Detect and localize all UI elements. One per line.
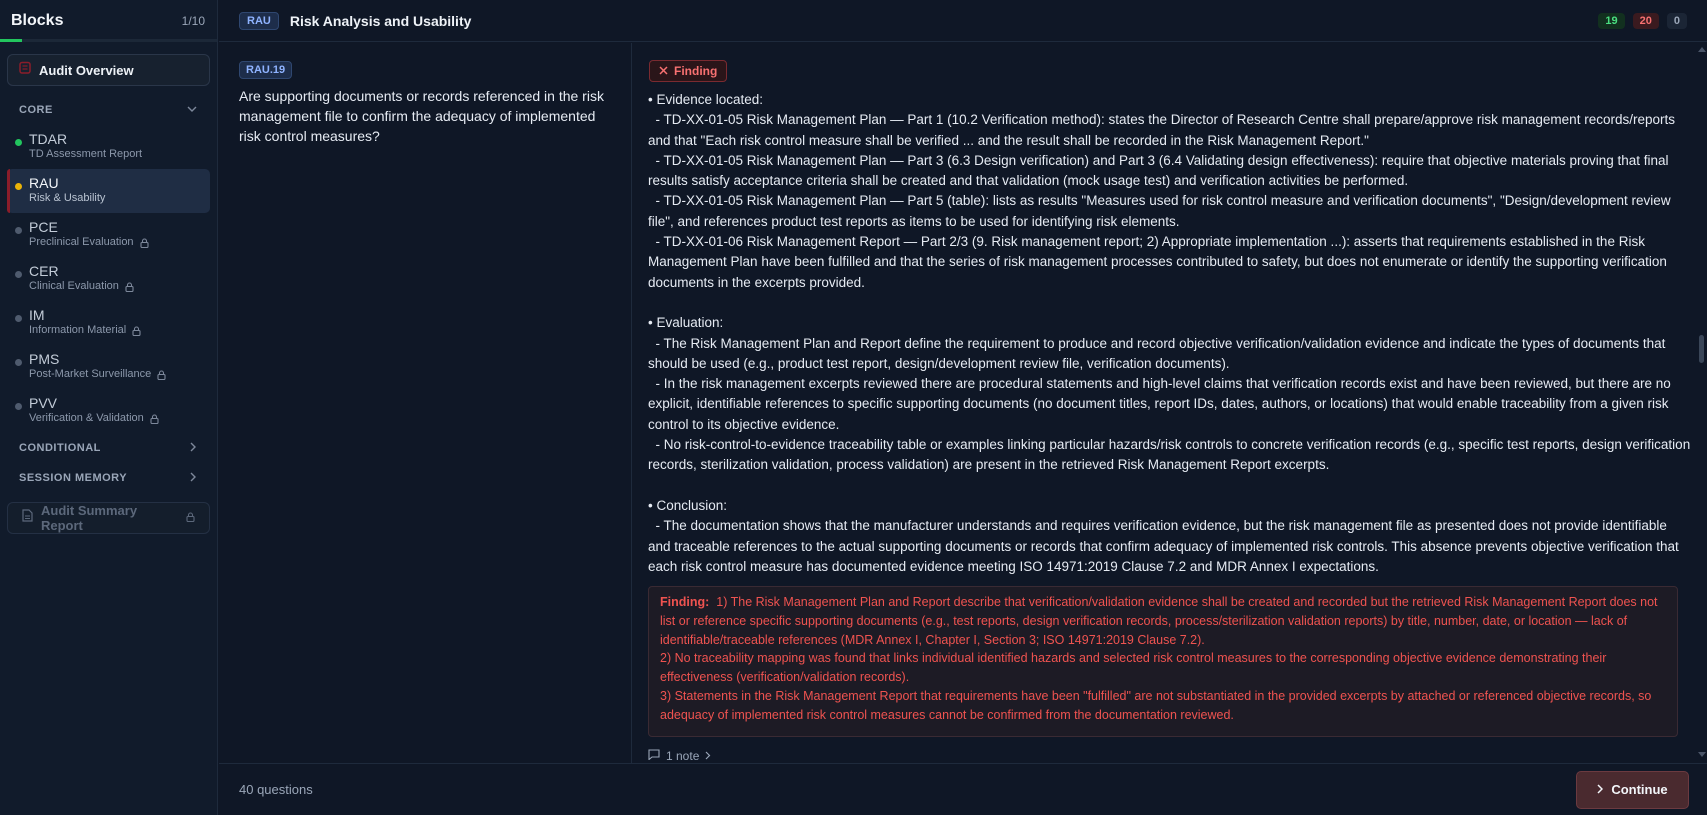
comment-icon (648, 749, 660, 763)
sidebar-item-im[interactable] (7, 301, 210, 345)
sidebar-item-pvv[interactable] (7, 389, 210, 433)
footer-bar (219, 763, 1707, 815)
close-icon (659, 64, 668, 78)
sidebar-item-subtitle: Preclinical Evaluation (29, 236, 134, 248)
status-pending-dot (15, 271, 22, 278)
status-pending-dot (15, 359, 22, 366)
lock-icon (186, 509, 195, 527)
sidebar-item-tdar[interactable] (7, 125, 210, 169)
sidebar-item-subtitle: Clinical Evaluation (29, 280, 119, 292)
sidebar-item-code: CER (29, 263, 59, 279)
finding-item-2: 2) No traceability mapping was found that links individual identified hazards and selected risk control measures to the corresponding objective evidence demonstrating their effectiveness (verification/validation records). (660, 651, 1607, 685)
answer-pane (633, 43, 1695, 763)
status-pending-dot (15, 227, 22, 234)
chevron-right-icon (705, 749, 711, 763)
sidebar-item-code: PCE (29, 219, 58, 235)
notes-link[interactable] (648, 749, 711, 763)
sidebar (0, 0, 218, 815)
audit-summary-report-label: Audit Summary Report (41, 503, 138, 533)
lock-icon (140, 238, 149, 248)
notes-link-label: 1 note (666, 749, 700, 763)
sidebar-item-subtitle: Verification & Validation (29, 412, 144, 424)
sidebar-item-subtitle: TD Assessment Report (29, 148, 143, 160)
sidebar-header (0, 0, 217, 42)
status-pending-dot (15, 403, 22, 410)
continue-button-label: Continue (1611, 782, 1668, 797)
section-core-toggle[interactable] (0, 95, 217, 125)
audit-overview-icon (19, 61, 31, 79)
sidebar-item-code: RAU (29, 175, 59, 191)
finding-count-badge: 20 (1633, 13, 1659, 29)
audit-summary-report-button[interactable] (7, 502, 210, 534)
chevron-right-icon (1597, 782, 1603, 797)
page-title: Risk Analysis and Usability (289, 12, 472, 29)
finding-summary-label: Finding: (660, 595, 710, 609)
sidebar-item-pce[interactable] (7, 213, 210, 257)
chevron-down-icon (187, 104, 197, 116)
document-icon (22, 509, 33, 527)
blocks-progress-fill (0, 39, 22, 42)
sidebar-item-rau[interactable] (7, 169, 210, 213)
status-in-progress-dot (15, 183, 22, 190)
sidebar-title: Blocks (11, 12, 64, 29)
sidebar-item-subtitle: Risk & Usability (29, 192, 106, 204)
section-core-label: CORE (19, 104, 53, 116)
sidebar-item-code: PVV (29, 395, 58, 411)
sidebar-item-code: IM (29, 307, 45, 323)
section-session-memory-toggle[interactable] (0, 463, 217, 493)
chevron-right-icon (190, 472, 197, 485)
finding-item-3: 3) Statements in the Risk Management Report that requirements have been "fulfilled" are not substantiated in the provided excerpts by attached or referenced objective records, so adequacy of implemented risk control measures cannot be confirmed from the documentation reviewed. (660, 688, 1652, 722)
result-counts (1598, 13, 1687, 29)
sidebar-item-code: TDAR (29, 131, 68, 147)
chevron-right-icon (190, 442, 197, 455)
lock-icon (132, 326, 141, 336)
answer-body: • Evidence located: - TD-XX-01-05 Risk Management Plan — Part 1 (10.2 Verification method): states the Director of Research Centre shall prepare/approve risk management records/reports and that "Each risk control measure shall be verified ... and the result shall be recorded in the Risk Management Report." - TD-XX-01-05 Risk Management Plan — Part 3 (6.3 Design verification) and Part 3 (6.4 Validating design effectiveness): require that objective materials proving that final results satisfy acceptance criteria shall be created and that validation (mock usage test) and verification activities be performed. - TD-XX-01-05 Risk Management Plan — Part 5 (table): lists as results "Measures used for risk control measure and verification documents", "Design/development review file", and references product test reports as items to be used for identifying risk elements. - TD-XX-01-06 Risk Management Report — Part 2/3 (9. Risk management report; 2) Appropriate implementation ...): asserts that requirements established in the Risk Management Plan have been fulfilled and that the series of risk management processes contributed to safety, but does not enumerate or identify the supporting verification documents in the excerpts provided. • Evaluation: - The Risk Management Plan and Report define the requirement to produce and record objective verification/validation evidence and indicate the types of documents that should be used (e.g., product test report, design/development review file, verification documents). - In the risk management excerpts reviewed there are procedural statements and high-level claims that verification records exist and have been reviewed, but there are no explicit, identifiable references to specific supporting documents (no document titles, report IDs, dates, authors, or locations) that would enable traceability from a given risk control to its objective evidence. - No risk-control-to-evidence traceability table or examples linking particular hazards/risk controls to concrete verification records (e.g., specific test reports, design verification records, sterilization validation, process validation) are present in the retrieved Risk Management Report excerpts. • Conclusion: - The documentation shows that the manufacturer understands and requires verification evidence, but the risk management file as presented does not provide identifiable and traceable references to the actual supporting documents or records that confirm adequacy of implemented risk controls. This absence prevents objective verification that each risk control measure has documented evidence meeting ISO 14971:2019 Clause 7.2 and MDR Annex I expectations. (648, 92, 1691, 574)
finding-status-badge (649, 60, 727, 82)
answer-text (648, 90, 1693, 577)
status-pending-dot (15, 315, 22, 322)
lock-icon (125, 282, 134, 292)
blocks-progress-bar (0, 39, 217, 42)
section-conditional-toggle[interactable] (0, 433, 217, 463)
unanswered-count-badge: 0 (1667, 13, 1687, 29)
blocks-progress-count: 1/10 (181, 14, 205, 28)
scroll-up-arrow[interactable] (1698, 47, 1706, 52)
audit-overview-button[interactable] (7, 54, 210, 86)
block-code-badge: RAU (239, 12, 279, 30)
finding-item-1: 1) The Risk Management Plan and Report describe that verification/validation evidence shall be created and recorded but the retrieved Risk Management Report does not list or reference specific supporting documents (e.g., test reports, design verification records, process/sterilization validation reports) by title, number, date, or location — lack of identifiable/traceable references (MDR Annex I, Chapter I, Section 3; ISO 14971:2019 Clause 7.2). (660, 595, 1658, 647)
pass-count-badge: 19 (1598, 13, 1624, 29)
question-code-badge: RAU.19 (239, 61, 292, 79)
status-complete-dot (15, 139, 22, 146)
section-conditional-label: CONDITIONAL (19, 442, 101, 454)
sidebar-item-cer[interactable] (7, 257, 210, 301)
question-text: Are supporting documents or records referenced in the risk management file to confirm the adequacy of implemented risk control measures? (239, 88, 604, 144)
section-session-memory-label: SESSION MEMORY (19, 472, 128, 484)
finding-summary-box (648, 586, 1678, 737)
sidebar-item-pms[interactable] (7, 345, 210, 389)
lock-icon (150, 414, 159, 424)
sidebar-item-subtitle: Information Material (29, 324, 127, 336)
answer-scrollbar[interactable] (1697, 43, 1707, 763)
finding-status-label: Finding (674, 64, 718, 78)
sidebar-item-code: PMS (29, 351, 60, 367)
continue-button[interactable] (1576, 771, 1689, 809)
question-count: 40 questions (239, 782, 313, 797)
scrollbar-thumb[interactable] (1699, 335, 1704, 363)
question-pane (219, 43, 632, 763)
audit-overview-label: Audit Overview (39, 62, 134, 78)
top-bar (219, 0, 1707, 42)
sidebar-item-subtitle: Post-Market Surveillance (29, 368, 152, 380)
lock-icon (157, 370, 166, 380)
sidebar-nav-list (0, 125, 217, 433)
scroll-down-arrow[interactable] (1698, 752, 1706, 757)
